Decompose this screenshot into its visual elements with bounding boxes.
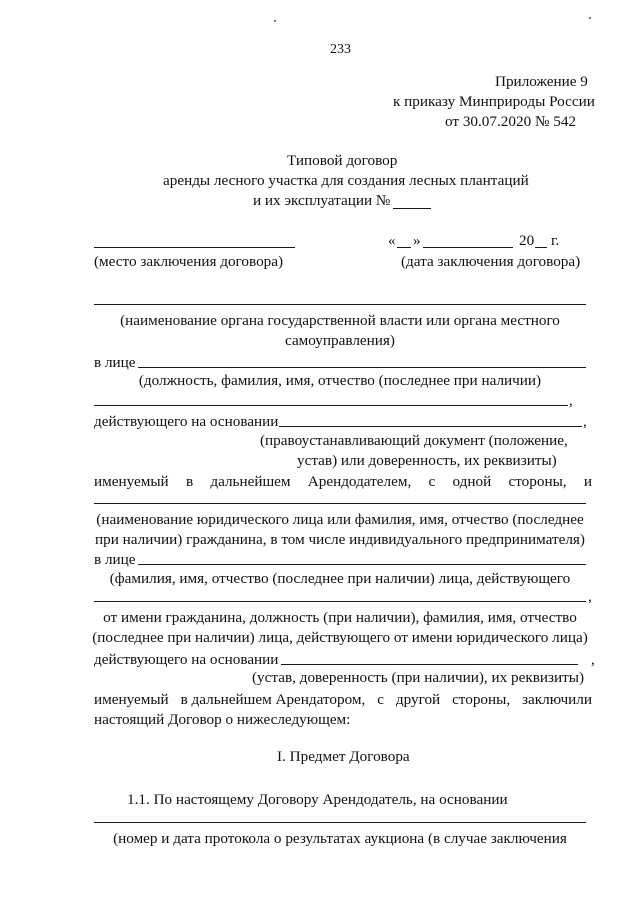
lessee-acting-basis-label: действующего на основании (94, 651, 279, 668)
year-blank (535, 247, 547, 248)
lessor-representative-caption: (должность, фамилия, имя, отчество (последнее при наличии) (138, 372, 542, 389)
lessee-basis-blank (281, 664, 578, 665)
month-blank (423, 247, 513, 248)
order-date-number: от 30.07.2020 № 542 (445, 113, 577, 130)
word: и (583, 473, 592, 490)
word: именуемый (94, 473, 169, 490)
word: заключили (522, 691, 592, 708)
word: одной (452, 473, 492, 490)
auction-protocol-blank (94, 822, 586, 823)
date-quote-close: » (413, 232, 421, 249)
lessor-caption: (наименование органа государственной власти или органа местного (120, 312, 560, 329)
word: стороны, (508, 473, 567, 490)
lessor-named-line (94, 474, 592, 489)
comma: , (583, 413, 587, 430)
lessee-name-blank (94, 503, 586, 504)
word: в дальнейшем Арендатором, (180, 691, 366, 708)
word: с (428, 473, 436, 490)
lessor-basis-caption: (правоустанавливающий документ (положение, (260, 432, 568, 449)
lessor-basis-blank (279, 426, 582, 427)
date-quote-open: « (388, 232, 396, 249)
lessee-representative-blank (138, 564, 586, 565)
lessor-basis-caption-line2: устав) или доверенность, их реквизиты) (297, 452, 557, 469)
word: именуемый (94, 691, 169, 708)
lessor-representative-blank-2 (94, 405, 568, 406)
appendix-label: Приложение 9 (495, 73, 588, 90)
word: стороны, (452, 691, 511, 708)
lessor-representative-blank (138, 367, 586, 368)
word: дальнейшем (210, 473, 291, 490)
section-heading: I. Предмет Договора (277, 748, 410, 765)
comma: , (588, 588, 592, 605)
document-subtitle-line3: и их эксплуатации № (253, 192, 391, 209)
lessor-in-person-label: в лице (94, 354, 136, 371)
lessee-in-person-label: в лице (94, 551, 136, 568)
lessee-representative-caption-line2: от имени гражданина, должность (при наличии), фамилия, имя, отчество (103, 609, 577, 626)
word: другой (395, 691, 441, 708)
lessee-basis-caption: (устав, доверенность (при наличии), их реквизиты) (252, 669, 585, 686)
lessee-representative-caption: (фамилия, имя, отчество (последнее при наличии) лица, действующего (109, 570, 571, 587)
concluded-line: настоящий Договор о нижеследующем: (94, 711, 351, 728)
comma: , (569, 392, 573, 409)
date-caption: (дата заключения договора) (401, 253, 581, 270)
place-caption: (место заключения договора) (94, 253, 284, 270)
order-reference: к приказу Минприроды России (393, 93, 595, 110)
clause-1-1: 1.1. По настоящему Договору Арендодатель, на основании (127, 791, 508, 808)
comma: , (591, 651, 595, 668)
scan-speck (589, 17, 591, 19)
lessee-representative-blank-2 (94, 601, 586, 602)
lessor-name-blank (94, 304, 586, 305)
lessee-representative-caption-line3: (последнее при наличии) лица, действующего от имени юридического лица) (92, 629, 588, 646)
page-number: 233 (330, 42, 351, 57)
auction-protocol-caption: (номер и дата протокола о результатах аукциона (в случае заключения (113, 830, 567, 847)
day-blank (397, 247, 411, 248)
word: в (185, 473, 194, 490)
lessee-caption: (наименование юридического лица или фамилия, имя, отчество (последнее (96, 511, 584, 528)
word: Арендодателем, (307, 473, 412, 490)
date-year-suffix: г. (551, 232, 560, 249)
document-subtitle: аренды лесного участка для создания лесных плантаций (163, 172, 529, 189)
date-year-prefix: 20 (519, 232, 535, 249)
lessee-caption-line2: при наличии) гражданина, в том числе индивидуального предпринимателя) (95, 531, 585, 548)
lessee-named-line (94, 692, 592, 707)
word: с (377, 691, 384, 708)
scan-speck (274, 20, 276, 22)
lessor-caption-line2: самоуправления) (285, 332, 395, 349)
contract-number-blank (393, 208, 431, 209)
lessor-acting-basis-label: действующего на основании (94, 413, 279, 430)
place-blank (94, 247, 295, 248)
document-title: Типовой договор (287, 152, 398, 169)
